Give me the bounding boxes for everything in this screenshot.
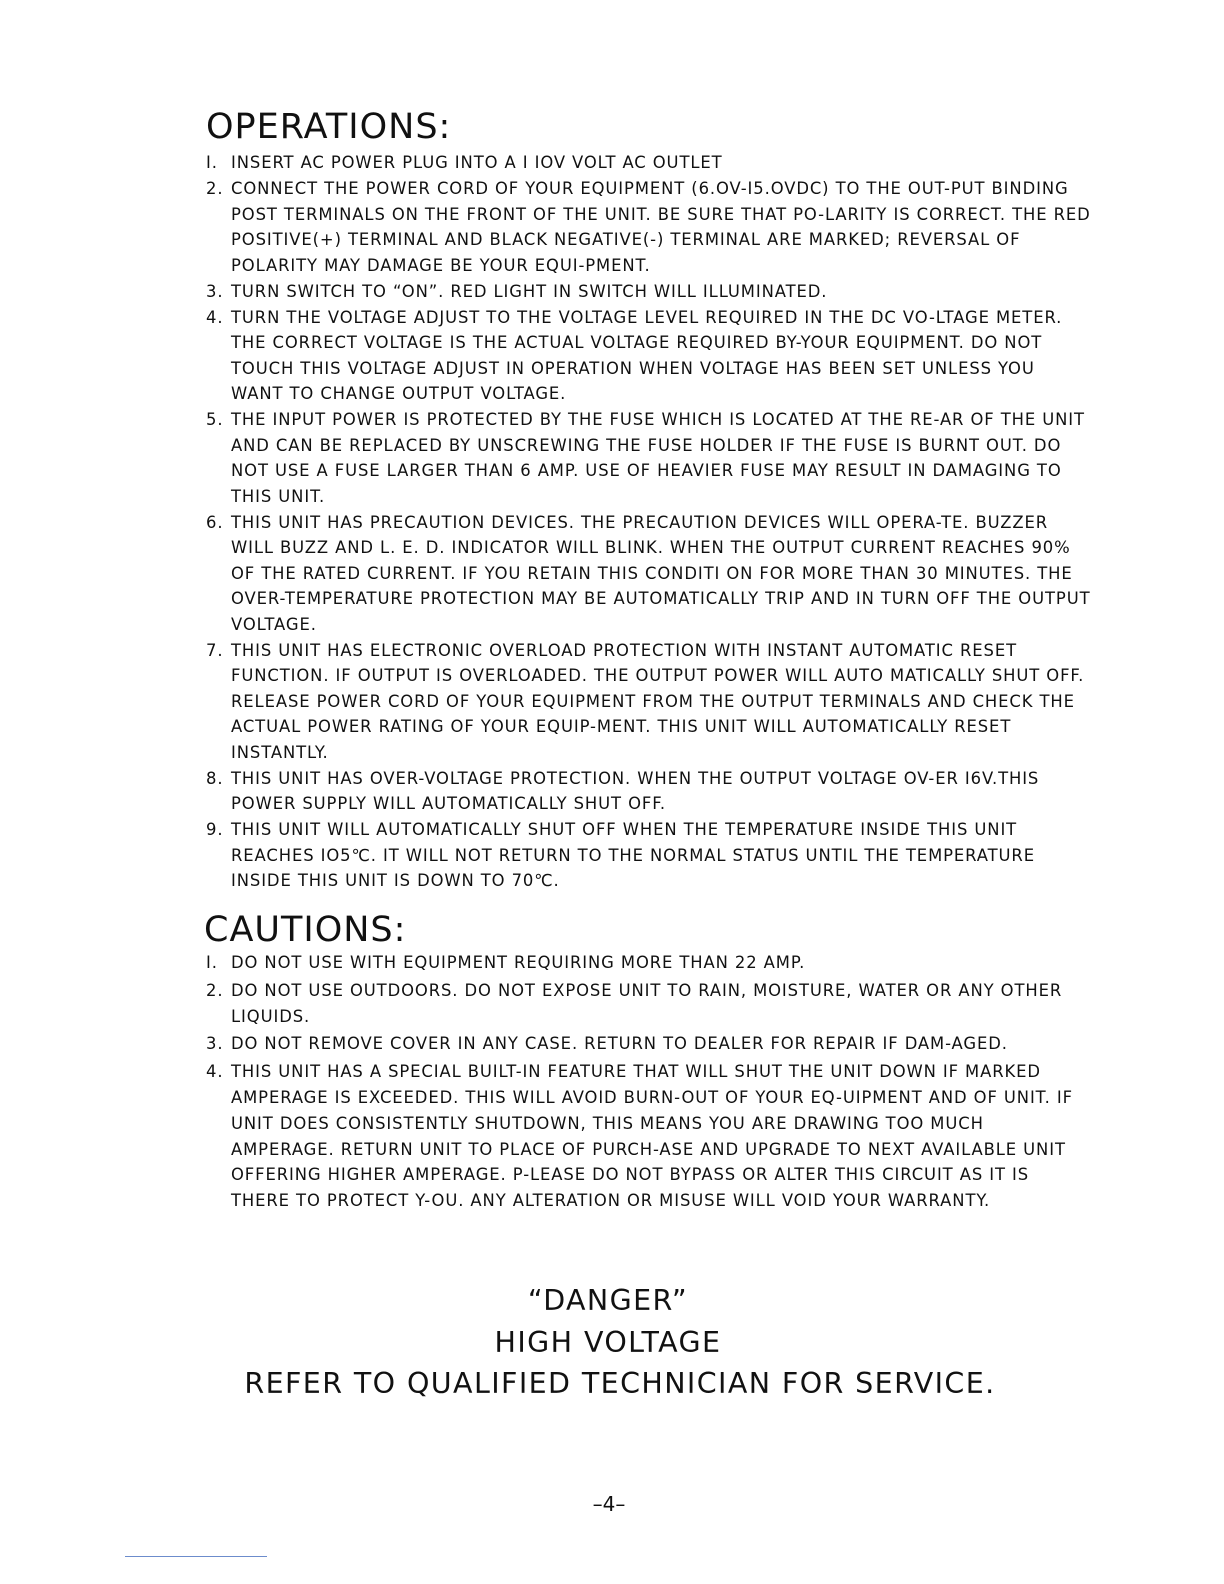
item-text: TURN SWITCH TO “ON”. RED LIGHT IN SWITCH WILL ILLUMINATED. bbox=[231, 281, 828, 301]
cautions-item-3 bbox=[206, 1031, 1091, 1057]
item-number: 7. bbox=[206, 640, 224, 660]
operations-item-6 bbox=[206, 510, 1091, 638]
item-number: 8. bbox=[206, 768, 224, 788]
cautions-heading: CAUTIONS: bbox=[204, 910, 407, 950]
footer-rule bbox=[125, 1556, 267, 1557]
item-text: TURN THE VOLTAGE ADJUST TO THE VOLTAGE LEVEL REQUIRED IN THE DC VO-LTAGE METER. THE CORRECT VOLTAGE IS THE ACTUAL VOLTAGE REQUIRED BY-YOUR EQUIPMENT. DO NOT TOUCH THIS VOLTAGE ADJUST IN OPERATION WHEN VOLTAGE HAS BEEN SET UNLESS YOU WANT TO CHANGE OUTPUT VOLTAGE. bbox=[231, 307, 1063, 403]
cautions-item-4 bbox=[206, 1059, 1091, 1214]
item-text: THIS UNIT WILL AUTOMATICALLY SHUT OFF WHEN THE TEMPERATURE INSIDE THIS UNIT REACHES IO5℃. IT WILL NOT RETURN TO THE NORMAL STATUS UNTIL THE TEMPERATURE INSIDE THIS UNIT IS DOWN TO 70℃. bbox=[231, 820, 1035, 890]
item-number: I. bbox=[206, 153, 218, 172]
operations-list bbox=[206, 150, 1091, 894]
item-number: 4. bbox=[206, 1062, 224, 1082]
item-text: THIS UNIT HAS PRECAUTION DEVICES. THE PRECAUTION DEVICES WILL OPERA-TE. BUZZER WILL BUZZ AND L. E. D. INDICATOR WILL BLINK. WHEN THE OUTPUT CURRENT REACHES 90% OF THE RATED CURRENT. IF YOU RETAIN THIS CONDITI ON FOR MORE THAN 30 MINUTES. THE OVER-TEMPERATURE PROTECTION MAY BE AUTOMATICALLY TRIP AND IN TURN OFF THE OUTPUT VOLTAGE. bbox=[231, 512, 1091, 634]
operations-item-7 bbox=[206, 638, 1091, 766]
item-number: 3. bbox=[206, 1034, 224, 1054]
item-number: 4. bbox=[206, 307, 224, 327]
operations-item-5 bbox=[206, 407, 1091, 509]
operations-item-2 bbox=[206, 176, 1091, 278]
operations-item-1 bbox=[206, 150, 1091, 176]
operations-heading: OPERATIONS: bbox=[206, 107, 452, 147]
item-number: 2. bbox=[206, 179, 224, 198]
item-number: 6. bbox=[206, 512, 224, 532]
page-number: –4– bbox=[592, 1492, 626, 1516]
service-notice: REFER TO QUALIFIED TECHNICIAN FOR SERVICE. bbox=[244, 1367, 996, 1400]
item-number: I. bbox=[206, 953, 218, 972]
cautions-item-1 bbox=[206, 950, 1091, 976]
item-text: INSERT AC POWER PLUG INTO A I IOV VOLT AC OUTLET bbox=[231, 153, 723, 172]
item-text: THIS UNIT HAS ELECTRONIC OVERLOAD PROTECTION WITH INSTANT AUTOMATIC RESET FUNCTION. IF OUTPUT IS OVERLOADED. THE OUTPUT POWER WILL AUTO MATICALLY SHUT OFF. RELEASE POWER CORD OF YOUR EQUIPMENT FROM THE OUTPUT TERMINALS AND CHECK THE ACTUAL POWER RATING OF YOUR EQUIP-MENT. THIS UNIT WILL AUTOMATICALLY RESET INSTANTLY. bbox=[231, 640, 1085, 762]
item-text: THIS UNIT HAS A SPECIAL BUILT-IN FEATURE THAT WILL SHUT THE UNIT DOWN IF MARKED AMPERAGE IS EXCEEDED. THIS WILL AVOID BURN-OUT OF YOUR EQ-UIPMENT AND OF UNIT. IF UNIT DOES CONSISTENTLY SHUTDOWN, THIS MEANS YOU ARE DRAWING TOO MUCH AMPERAGE. RETURN UNIT TO PLACE OF PURCH-ASE AND UPGRADE TO NEXT AVAILABLE UNIT OFFERING HIGHER AMPERAGE. P-LEASE DO NOT BYPASS OR ALTER THIS CIRCUIT AS IT IS THERE TO PROTECT Y-OU. ANY ALTERATION OR MISUSE WILL VOID YOUR WARRANTY. bbox=[231, 1062, 1073, 1211]
operations-item-3 bbox=[206, 279, 1091, 305]
operations-item-8 bbox=[206, 766, 1091, 817]
item-number: 5. bbox=[206, 410, 224, 429]
high-voltage-notice: HIGH VOLTAGE bbox=[494, 1326, 722, 1359]
item-number: 2. bbox=[206, 980, 224, 1000]
cautions-item-2 bbox=[206, 978, 1091, 1030]
item-text: THIS UNIT HAS OVER-VOLTAGE PROTECTION. WHEN THE OUTPUT VOLTAGE OV-ER I6V.THIS POWER SUPPLY WILL AUTOMATICALLY SHUT OFF. bbox=[231, 768, 1040, 813]
item-number: 3. bbox=[206, 281, 224, 301]
item-number: 9. bbox=[206, 820, 224, 839]
item-text: CONNECT THE POWER CORD OF YOUR EQUIPMENT (6.OV-I5.OVDC) TO THE OUT-PUT BINDING POST TERMINALS ON THE FRONT OF THE UNIT. BE SURE THAT PO-LARITY IS CORRECT. THE RED POSITIVE(+) TERMINAL AND BLACK NEGATIVE(-) TERMINAL ARE MARKED; REVERSAL OF POLARITY MAY DAMAGE BE YOUR EQUI-PMENT. bbox=[231, 179, 1091, 275]
operations-item-9 bbox=[206, 817, 1091, 894]
danger-title: “DANGER” bbox=[527, 1284, 689, 1317]
item-text: DO NOT USE OUTDOORS. DO NOT EXPOSE UNIT TO RAIN, MOISTURE, WATER OR ANY OTHER LIQUIDS. bbox=[231, 980, 1063, 1026]
item-text: THE INPUT POWER IS PROTECTED BY THE FUSE WHICH IS LOCATED AT THE RE-AR OF THE UNIT AND CAN BE REPLACED BY UNSCREWING THE FUSE HOLDER IF THE FUSE IS BURNT OUT. DO NOT USE A FUSE LARGER THAN 6 AMP. USE OF HEAVIER FUSE MAY RESULT IN DAMAGING TO THIS UNIT. bbox=[231, 410, 1085, 506]
item-text: DO NOT REMOVE COVER IN ANY CASE. RETURN TO DEALER FOR REPAIR IF DAM-AGED. bbox=[231, 1034, 1008, 1054]
operations-item-4 bbox=[206, 305, 1091, 407]
item-text: DO NOT USE WITH EQUIPMENT REQUIRING MORE THAN 22 AMP. bbox=[231, 953, 806, 972]
cautions-list bbox=[206, 950, 1091, 1214]
